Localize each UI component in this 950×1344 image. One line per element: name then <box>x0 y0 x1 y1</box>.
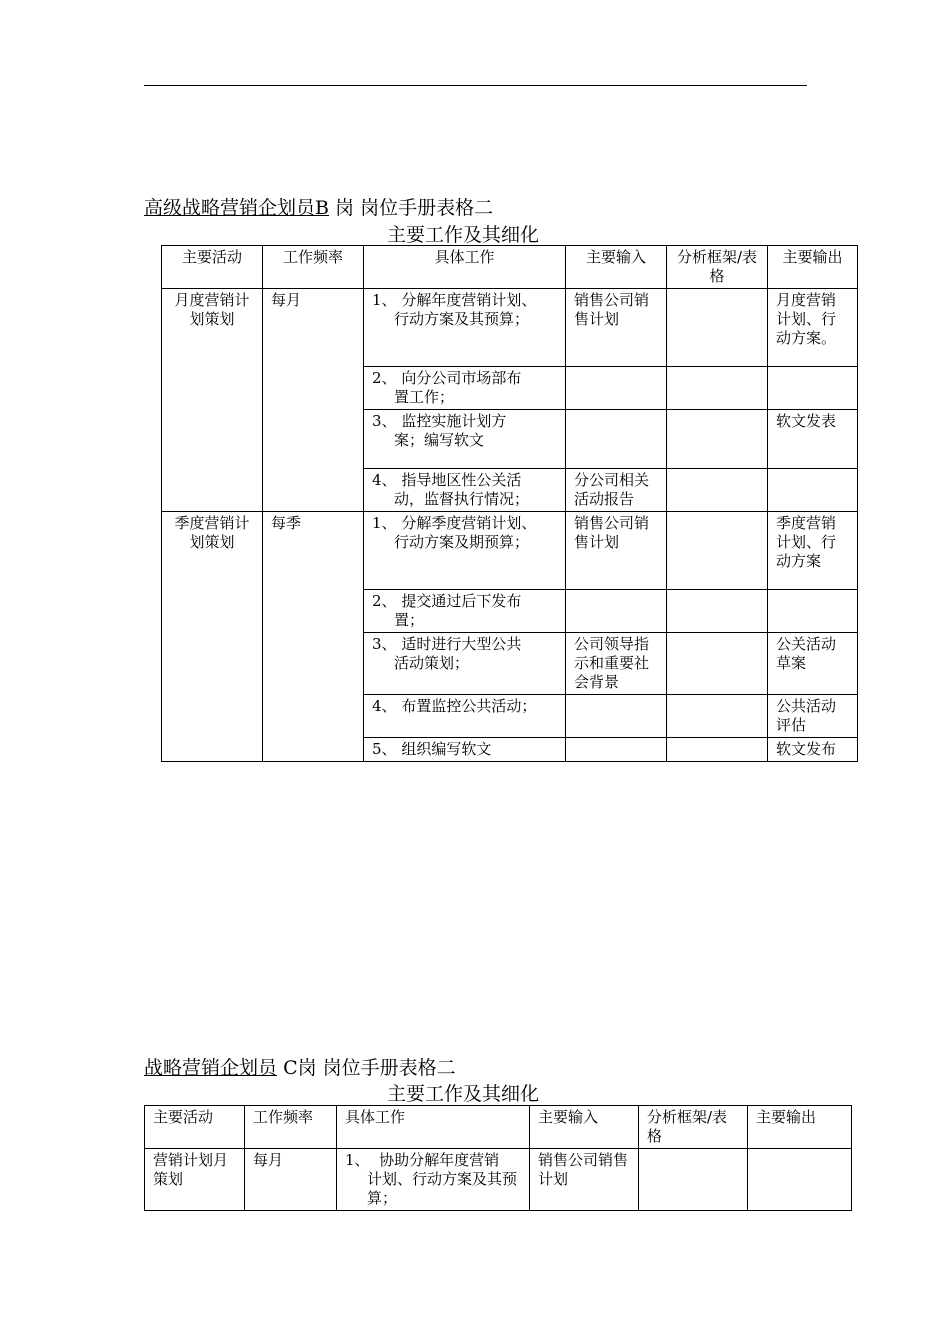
output-cell <box>768 469 858 512</box>
header-work: 具体工作 <box>364 246 566 289</box>
work-text-cont: 行动方案及其预算； <box>394 310 530 328</box>
header-activity: 主要活动 <box>162 246 263 289</box>
framework-cell <box>667 367 768 410</box>
output-cell <box>768 590 858 633</box>
section-1-subtitle: 主要工作及其细化 <box>387 224 540 246</box>
header-frequency: 工作频率 <box>263 246 364 289</box>
input-cell <box>566 695 667 738</box>
work-num: 1、 <box>372 514 397 532</box>
work-text: 适时进行大型公共 <box>401 635 522 653</box>
header-output: 主要输出 <box>768 246 858 289</box>
work-text: 提交通过后下发布 <box>401 592 522 610</box>
header-frequency: 工作频率 <box>245 1106 337 1149</box>
title-rest: 岗 岗位手册表格二 <box>335 197 494 219</box>
activity-cell: 季度营销计划策划 <box>162 512 263 762</box>
table-row <box>145 1149 852 1211</box>
output-cell: 月度营销计划、行动方案。 <box>768 289 858 367</box>
table-2 <box>144 1105 852 1211</box>
input-cell <box>566 410 667 469</box>
framework-cell <box>667 633 768 695</box>
output-cell: 软文发布 <box>768 738 858 762</box>
section-1-title <box>144 196 493 220</box>
work-cell <box>364 410 566 469</box>
framework-cell <box>667 738 768 762</box>
work-text-cont: 置工作； <box>394 388 455 406</box>
work-num: 4、 <box>372 697 397 715</box>
activity-cell: 营销计划月策划 <box>145 1149 245 1211</box>
section-2-title <box>144 1056 456 1080</box>
header-work: 具体工作 <box>337 1106 530 1149</box>
input-cell: 销售公司销售计划 <box>566 512 667 590</box>
work-text: 分解季度营销计划、 <box>401 514 537 532</box>
activity-cell: 月度营销计划策划 <box>162 289 263 512</box>
work-text: 指导地区性公关活 <box>401 471 522 489</box>
framework-cell <box>667 695 768 738</box>
work-text: 协助分解年度营销 <box>379 1151 500 1169</box>
title-main: 战略营销企划员 <box>144 1057 278 1079</box>
input-cell: 公司领导指示和重要社会背景 <box>566 633 667 695</box>
title-letter: B <box>315 197 329 219</box>
frequency-cell: 每月 <box>263 289 364 512</box>
work-text: 向分公司市场部布 <box>401 369 522 387</box>
input-cell: 分公司相关活动报告 <box>566 469 667 512</box>
framework-cell <box>667 469 768 512</box>
header-input: 主要输入 <box>566 246 667 289</box>
title-letter: C <box>283 1057 298 1079</box>
work-cell <box>364 738 566 762</box>
work-cell <box>364 512 566 590</box>
work-num: 4、 <box>372 471 397 489</box>
table-row <box>162 289 858 367</box>
input-cell <box>566 738 667 762</box>
input-cell <box>566 367 667 410</box>
output-cell: 季度营销计划、行动方案 <box>768 512 858 590</box>
header-framework: 分析框架/表格 <box>667 246 768 289</box>
work-text-cont: 计划、行动方案及其预算； <box>367 1170 518 1207</box>
input-cell <box>566 590 667 633</box>
work-num: 3、 <box>372 412 397 430</box>
output-cell <box>748 1149 852 1211</box>
header-output: 主要输出 <box>748 1106 852 1149</box>
work-num: 3、 <box>372 635 397 653</box>
section-2-subtitle: 主要工作及其细化 <box>387 1083 540 1105</box>
table-header-row <box>145 1106 852 1149</box>
work-num: 2、 <box>372 592 397 610</box>
work-text: 监控实施计划方 <box>401 412 507 430</box>
work-text-cont: 动，监督执行情况； <box>394 490 530 508</box>
work-cell <box>364 367 566 410</box>
framework-cell <box>667 590 768 633</box>
output-cell <box>768 367 858 410</box>
frequency-cell: 每月 <box>245 1149 337 1211</box>
input-cell: 销售公司销售计划 <box>530 1149 639 1211</box>
work-text-cont: 案；编写软文 <box>394 431 485 449</box>
title-main: 高级战略营销企划员 <box>144 197 316 219</box>
work-num: 1、 <box>345 1151 370 1169</box>
header-rule <box>144 85 807 86</box>
work-cell <box>364 695 566 738</box>
work-text: 组织编写软文 <box>401 740 492 758</box>
framework-cell <box>667 289 768 367</box>
work-num: 1、 <box>372 291 397 309</box>
title-rest: 岗 岗位手册表格二 <box>297 1057 456 1079</box>
work-cell <box>364 469 566 512</box>
output-cell: 公关活动草案 <box>768 633 858 695</box>
framework-cell <box>667 512 768 590</box>
work-num: 5、 <box>372 740 397 758</box>
framework-cell <box>667 410 768 469</box>
header-activity: 主要活动 <box>145 1106 245 1149</box>
output-cell: 软文发表 <box>768 410 858 469</box>
work-text-cont: 行动方案及期预算； <box>394 533 530 551</box>
work-cell <box>364 590 566 633</box>
framework-cell <box>639 1149 748 1211</box>
work-cell <box>364 289 566 367</box>
input-cell: 销售公司销售计划 <box>566 289 667 367</box>
work-text: 分解年度营销计划、 <box>401 291 537 309</box>
work-text: 布置监控公共活动； <box>401 697 537 715</box>
header-framework: 分析框架/表格 <box>639 1106 748 1149</box>
work-cell <box>337 1149 530 1211</box>
table-1 <box>161 245 858 762</box>
table-header-row <box>162 246 858 289</box>
work-num: 2、 <box>372 369 397 387</box>
frequency-cell: 每季 <box>263 512 364 762</box>
table-row <box>162 512 858 590</box>
output-cell: 公共活动评估 <box>768 695 858 738</box>
work-text-cont: 活动策划； <box>394 654 470 672</box>
header-input: 主要输入 <box>530 1106 639 1149</box>
work-text-cont: 置； <box>394 611 425 629</box>
work-cell <box>364 633 566 695</box>
